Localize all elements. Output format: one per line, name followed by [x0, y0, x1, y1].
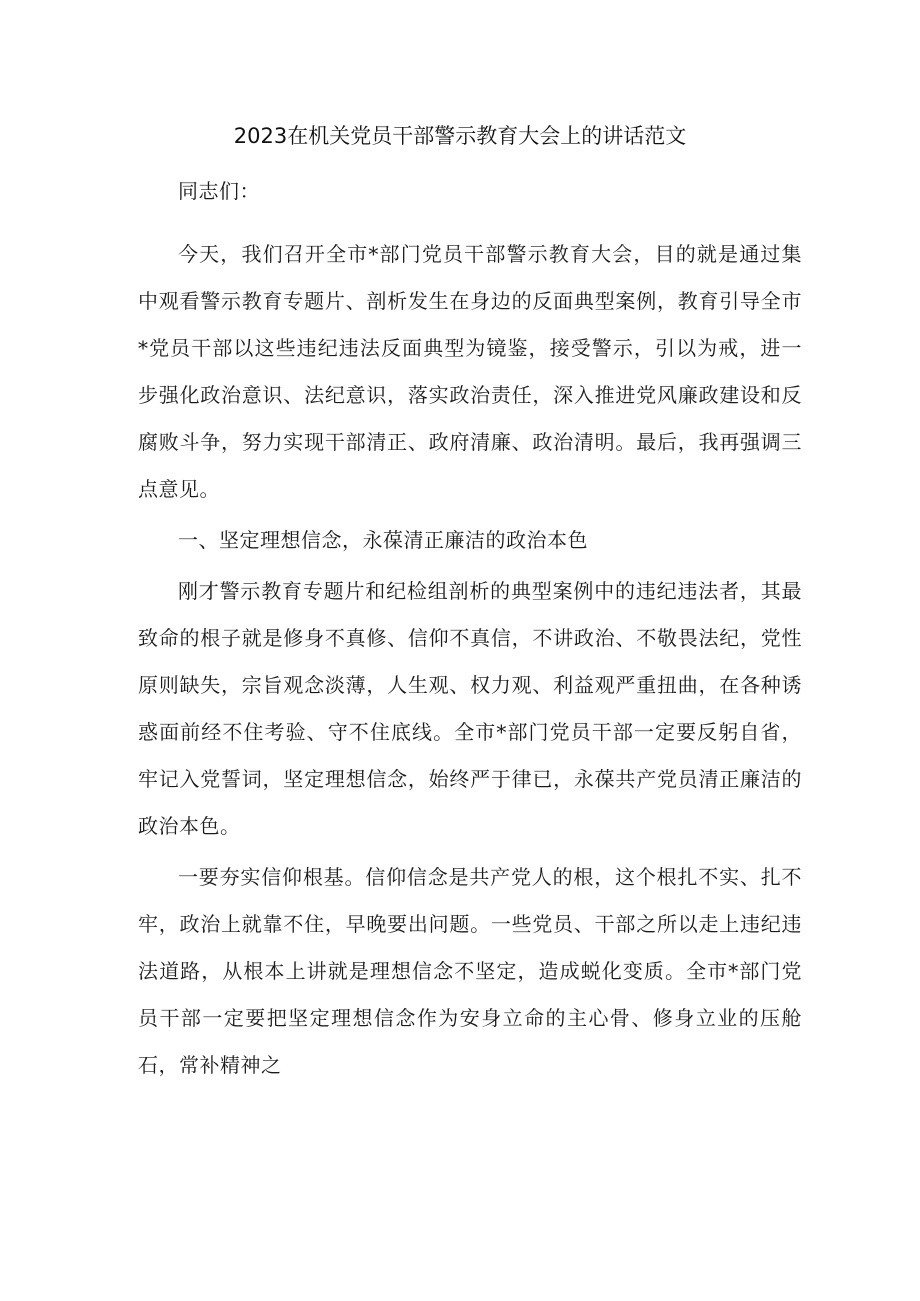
point-1-paragraph: 一要夯实信仰根基。信仰信念是共产党人的根，这个根扎不实、扎不牢，政治上就靠不住，早晚要出问题。一些党员、干部之所以走上违纪违法道路，从根本上讲就是理想信念不坚定，造成蜕化变质。全市*部门党员干部一定要把坚定理想信念作为安身立命的主心骨、修身立业的压舱石，常补精神之 — [138, 865, 802, 1077]
document-body — [138, 168, 802, 1089]
section-1-paragraph: 刚才警示教育专题片和纪检组剖析的典型案例中的违纪违法者，其最致命的根子就是修身不真修、信仰不真信，不讲政治、不敬畏法纪，党性原则缺失，宗旨观念淡薄，人生观、权力观、利益观严重扭曲，在各种诱惑面前经不住考验、守不住底线。全市*部门党员干部一定要反躬自省，牢记入党誓词，坚定理想信念，始终严于律已，永葆共产党员清正廉洁的政治本色。 — [138, 579, 802, 838]
intro-paragraph: 今天，我们召开全市*部门党员干部警示教育大会，目的就是通过集中观看警示教育专题片、剖析发生在身边的反面典型案例，教育引导全市*党员干部以这些违纪违法反面典型为镜鉴，接受警示，引以为戒，进一步强化政治意识、法纪意识，落实政治责任，深入推进党风廉政建设和反腐败斗争，努力实现干部清正、政府清廉、政治清明。最后，我再强调三点意见。 — [138, 242, 802, 501]
section-heading-1: 一、坚定理想信念，永葆清正廉洁的政治本色 — [178, 528, 588, 552]
document-title: 2023在机关党员干部警示教育大会上的讲话范文 — [233, 124, 687, 148]
greeting: 同志们： — [178, 179, 260, 203]
